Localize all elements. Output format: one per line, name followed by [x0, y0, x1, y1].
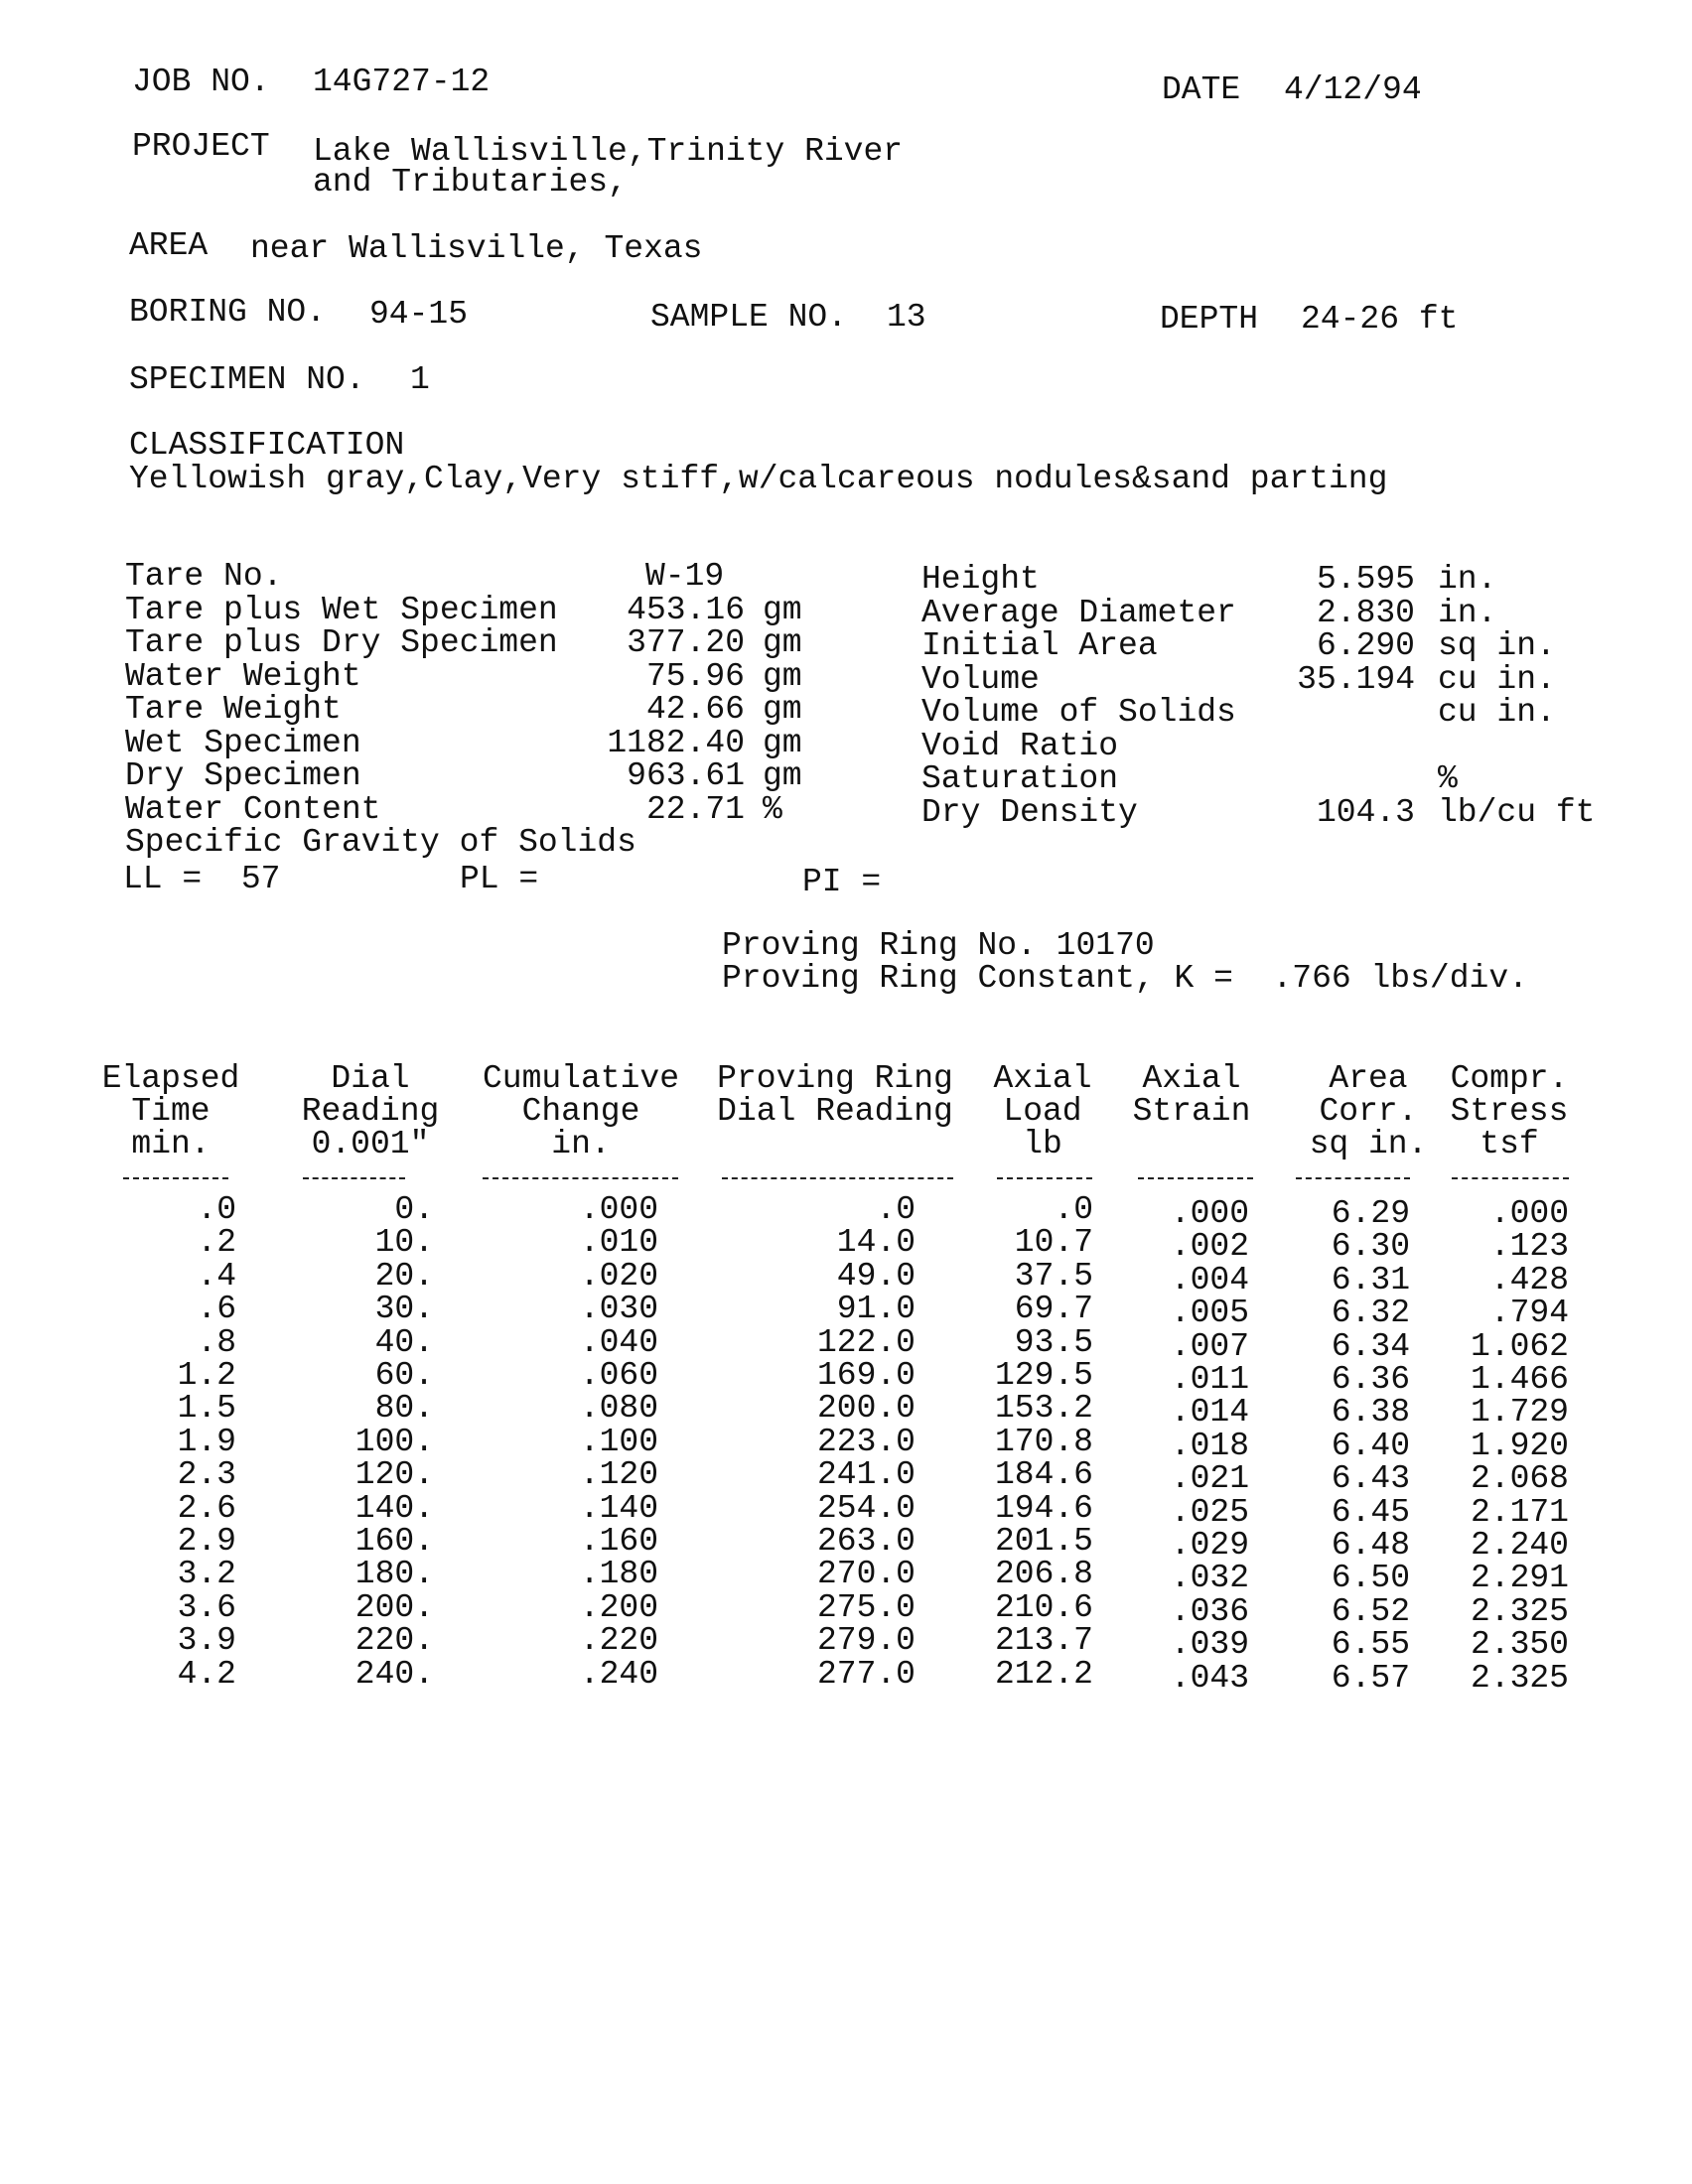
weight-value: 42.66: [645, 691, 745, 728]
project-label: PROJECT: [132, 128, 270, 165]
table-cell: .005: [1170, 1295, 1249, 1331]
table-cell: 140.: [354, 1490, 434, 1527]
column-header: Axial: [993, 1060, 1092, 1097]
table-cell: .0: [1054, 1191, 1093, 1228]
table-cell: 1.9: [177, 1424, 236, 1460]
table-cell: 122.0: [816, 1324, 916, 1361]
table-cell: .4: [197, 1258, 236, 1295]
liquid-limit: LL = 57: [123, 861, 281, 897]
header-underline: [1138, 1177, 1253, 1179]
table-cell: 2.325: [1470, 1593, 1569, 1630]
header-underline: [1452, 1177, 1569, 1179]
job-no-label: JOB NO.: [132, 64, 270, 100]
table-cell: 6.52: [1331, 1593, 1410, 1630]
dimension-value: 5.595: [1316, 561, 1415, 598]
weight-label: Water Content: [125, 791, 381, 828]
column-header: Proving Ring: [717, 1060, 953, 1097]
weight-label: Tare plus Wet Specimen: [125, 592, 558, 628]
specimen-no-value: 1: [410, 361, 430, 398]
table-cell: 49.0: [836, 1258, 916, 1295]
table-cell: 6.34: [1331, 1328, 1410, 1365]
table-cell: .020: [579, 1258, 658, 1295]
plastic-limit: PL =: [460, 861, 539, 897]
table-cell: 210.6: [994, 1589, 1093, 1626]
weight-value: 453.16: [627, 592, 745, 628]
table-cell: 0.: [394, 1191, 434, 1228]
weight-label: Specific Gravity of Solids: [125, 824, 636, 861]
table-cell: 170.8: [994, 1424, 1093, 1460]
table-cell: 129.5: [994, 1357, 1093, 1394]
table-cell: 184.6: [994, 1456, 1093, 1493]
table-cell: 6.57: [1331, 1660, 1410, 1697]
sample-no-value: 13: [887, 299, 926, 336]
table-cell: .000: [579, 1191, 658, 1228]
depth-value: 24-26 ft: [1301, 301, 1459, 338]
dimension-label: Saturation: [921, 760, 1119, 797]
table-cell: .036: [1170, 1593, 1249, 1630]
weight-unit: gm: [763, 592, 802, 628]
dimension-label: Average Diameter: [921, 595, 1236, 631]
table-cell: 275.0: [816, 1589, 916, 1626]
dimension-unit: cu in.: [1438, 694, 1556, 731]
project-line-1: Lake Wallisville,Trinity River: [313, 133, 904, 170]
table-cell: 2.9: [177, 1523, 236, 1560]
table-cell: .220: [579, 1622, 658, 1659]
table-cell: 6.29: [1331, 1195, 1410, 1232]
table-cell: 279.0: [816, 1622, 916, 1659]
table-cell: 93.5: [1014, 1324, 1093, 1361]
table-cell: 30.: [374, 1291, 434, 1327]
column-header: min.: [131, 1126, 211, 1162]
table-cell: 200.: [354, 1589, 434, 1626]
column-header: Load: [1003, 1093, 1082, 1130]
weight-label: Tare plus Dry Specimen: [125, 624, 558, 661]
table-cell: 6.38: [1331, 1394, 1410, 1431]
table-cell: .018: [1170, 1428, 1249, 1464]
boring-no-value: 94-15: [369, 296, 469, 333]
table-cell: 194.6: [994, 1490, 1093, 1527]
classification-value: Yellowish gray,Clay,Very stiff,w/calcareous nodules&sand parting: [129, 461, 1388, 497]
table-cell: 1.2: [177, 1357, 236, 1394]
table-cell: 223.0: [816, 1424, 916, 1460]
table-cell: 212.2: [994, 1656, 1093, 1693]
weight-unit: gm: [763, 725, 802, 761]
weight-label: Water Weight: [125, 658, 361, 695]
table-cell: 1.920: [1470, 1428, 1569, 1464]
table-cell: 240.: [354, 1656, 434, 1693]
table-cell: 10.7: [1014, 1224, 1093, 1261]
table-cell: 277.0: [816, 1656, 916, 1693]
table-cell: 3.6: [177, 1589, 236, 1626]
project-line-2: and Tributaries,: [313, 164, 628, 201]
table-cell: .160: [579, 1523, 658, 1560]
proving-ring-number: Proving Ring No. 10170: [722, 927, 1155, 964]
weight-unit: %: [763, 791, 782, 828]
column-header: Reading: [301, 1093, 440, 1130]
table-cell: 169.0: [816, 1357, 916, 1394]
table-cell: .0: [876, 1191, 916, 1228]
table-cell: .080: [579, 1390, 658, 1427]
weight-unit: gm: [763, 658, 802, 695]
table-cell: 2.240: [1470, 1527, 1569, 1564]
table-cell: .007: [1170, 1328, 1249, 1365]
boring-no-label: BORING NO.: [129, 294, 327, 331]
table-cell: .123: [1489, 1228, 1569, 1265]
table-cell: 60.: [374, 1357, 434, 1394]
table-cell: 263.0: [816, 1523, 916, 1560]
column-header: tsf: [1480, 1126, 1539, 1162]
table-cell: 6.36: [1331, 1361, 1410, 1398]
table-cell: .8: [197, 1324, 236, 1361]
column-header: Dial: [331, 1060, 410, 1097]
dimension-unit: lb/cu ft: [1438, 794, 1596, 831]
classification-label: CLASSIFICATION: [129, 427, 405, 464]
column-header: Area: [1329, 1060, 1408, 1097]
column-header: Strain: [1132, 1093, 1251, 1130]
column-header: lb: [1023, 1126, 1062, 1162]
weight-unit: gm: [763, 691, 802, 728]
header-underline: [483, 1177, 678, 1179]
area-value: near Wallisville, Texas: [250, 230, 703, 267]
table-cell: .6: [197, 1291, 236, 1327]
table-cell: .021: [1170, 1460, 1249, 1497]
weight-value: 377.20: [627, 624, 745, 661]
table-cell: 2.6: [177, 1490, 236, 1527]
table-cell: 220.: [354, 1622, 434, 1659]
plasticity-index: PI =: [802, 864, 882, 900]
dimension-label: Void Ratio: [921, 728, 1119, 764]
table-cell: 153.2: [994, 1390, 1093, 1427]
header-underline: [997, 1177, 1092, 1179]
table-cell: 40.: [374, 1324, 434, 1361]
table-cell: 2.3: [177, 1456, 236, 1493]
table-cell: 100.: [354, 1424, 434, 1460]
table-cell: .100: [579, 1424, 658, 1460]
column-header: 0.001": [311, 1126, 430, 1162]
column-header: in.: [551, 1126, 611, 1162]
header-underline: [722, 1177, 953, 1179]
weight-value: 22.71: [645, 791, 745, 828]
table-cell: 6.31: [1331, 1262, 1410, 1298]
dimension-label: Volume: [921, 661, 1040, 698]
table-cell: .000: [1170, 1195, 1249, 1232]
dimension-label: Height: [921, 561, 1040, 598]
weight-value: 1182.40: [607, 725, 745, 761]
table-cell: 14.0: [836, 1224, 916, 1261]
dimension-label: Initial Area: [921, 627, 1158, 664]
table-cell: 20.: [374, 1258, 434, 1295]
weight-value: 75.96: [645, 658, 745, 695]
header-underline: [1296, 1177, 1410, 1179]
table-cell: .002: [1170, 1228, 1249, 1265]
table-cell: 160.: [354, 1523, 434, 1560]
dimension-label: Volume of Solids: [921, 694, 1236, 731]
table-cell: 6.40: [1331, 1428, 1410, 1464]
weight-label: Tare No.: [125, 558, 283, 595]
table-cell: .011: [1170, 1361, 1249, 1398]
table-cell: .000: [1489, 1195, 1569, 1232]
table-cell: 2.291: [1470, 1560, 1569, 1596]
table-cell: 1.062: [1470, 1328, 1569, 1365]
table-cell: .120: [579, 1456, 658, 1493]
table-cell: 6.32: [1331, 1295, 1410, 1331]
table-cell: .200: [579, 1589, 658, 1626]
table-cell: 180.: [354, 1556, 434, 1592]
table-cell: .032: [1170, 1560, 1249, 1596]
sample-no-label: SAMPLE NO.: [650, 299, 848, 336]
weight-label: Wet Specimen: [125, 725, 361, 761]
table-cell: 201.5: [994, 1523, 1093, 1560]
table-cell: 2.350: [1470, 1626, 1569, 1663]
depth-label: DEPTH: [1160, 301, 1259, 338]
table-cell: 69.7: [1014, 1291, 1093, 1327]
dimension-unit: cu in.: [1438, 661, 1556, 698]
dimension-value: 2.830: [1316, 595, 1415, 631]
specimen-no-label: SPECIMEN NO.: [129, 361, 365, 398]
table-cell: 2.068: [1470, 1460, 1569, 1497]
weight-label: Tare Weight: [125, 691, 342, 728]
table-cell: .010: [579, 1224, 658, 1261]
table-cell: 254.0: [816, 1490, 916, 1527]
table-cell: .025: [1170, 1494, 1249, 1531]
table-cell: .2: [197, 1224, 236, 1261]
table-cell: .004: [1170, 1262, 1249, 1298]
table-cell: .029: [1170, 1527, 1249, 1564]
table-cell: 37.5: [1014, 1258, 1093, 1295]
dimension-value: 6.290: [1316, 627, 1415, 664]
table-cell: 270.0: [816, 1556, 916, 1592]
table-cell: .794: [1489, 1295, 1569, 1331]
table-cell: 2.171: [1470, 1494, 1569, 1531]
table-cell: .0: [197, 1191, 236, 1228]
table-cell: 6.55: [1331, 1626, 1410, 1663]
table-cell: 6.45: [1331, 1494, 1410, 1531]
dimension-unit: %: [1438, 760, 1458, 797]
column-header: Compr.: [1450, 1060, 1569, 1097]
table-cell: 91.0: [836, 1291, 916, 1327]
column-header: Change: [521, 1093, 640, 1130]
table-cell: 6.30: [1331, 1228, 1410, 1265]
dimension-unit: in.: [1438, 561, 1497, 598]
column-header: Time: [131, 1093, 211, 1130]
dimension-unit: in.: [1438, 595, 1497, 631]
column-header: Elapsed: [101, 1060, 240, 1097]
table-cell: .040: [579, 1324, 658, 1361]
column-header: Dial Reading: [717, 1093, 953, 1130]
table-cell: 6.50: [1331, 1560, 1410, 1596]
table-cell: 10.: [374, 1224, 434, 1261]
date-label: DATE: [1162, 71, 1241, 108]
dimension-label: Dry Density: [921, 794, 1138, 831]
date-value: 4/12/94: [1284, 71, 1422, 108]
table-cell: .039: [1170, 1626, 1249, 1663]
table-cell: .060: [579, 1357, 658, 1394]
column-header: Stress: [1450, 1093, 1569, 1130]
table-cell: .428: [1489, 1262, 1569, 1298]
table-cell: 200.0: [816, 1390, 916, 1427]
table-cell: .180: [579, 1556, 658, 1592]
table-cell: 80.: [374, 1390, 434, 1427]
table-cell: 2.325: [1470, 1660, 1569, 1697]
dimension-value: 35.194: [1297, 661, 1415, 698]
column-header: Cumulative: [482, 1060, 680, 1097]
table-cell: 206.8: [994, 1556, 1093, 1592]
table-cell: 1.466: [1470, 1361, 1569, 1398]
header-underline: [303, 1177, 405, 1179]
table-cell: .030: [579, 1291, 658, 1327]
weight-label: Dry Specimen: [125, 757, 361, 794]
column-header: Corr.: [1319, 1093, 1418, 1130]
table-cell: .014: [1170, 1394, 1249, 1431]
table-cell: 3.2: [177, 1556, 236, 1592]
proving-ring-constant: Proving Ring Constant, K = .766 lbs/div.: [722, 960, 1528, 997]
weight-value: W-19: [645, 558, 725, 595]
table-cell: 241.0: [816, 1456, 916, 1493]
column-header: sq in.: [1309, 1126, 1428, 1162]
column-header: Axial: [1142, 1060, 1241, 1097]
job-no-value: 14G727-12: [313, 64, 491, 100]
header-underline: [123, 1177, 228, 1179]
table-cell: .240: [579, 1656, 658, 1693]
table-cell: 1.5: [177, 1390, 236, 1427]
table-cell: .140: [579, 1490, 658, 1527]
table-cell: 1.729: [1470, 1394, 1569, 1431]
area-label: AREA: [129, 227, 209, 264]
table-cell: 3.9: [177, 1622, 236, 1659]
table-cell: 213.7: [994, 1622, 1093, 1659]
weight-value: 963.61: [627, 757, 745, 794]
weight-unit: gm: [763, 757, 802, 794]
dimension-unit: sq in.: [1438, 627, 1556, 664]
table-cell: 120.: [354, 1456, 434, 1493]
table-cell: 4.2: [177, 1656, 236, 1693]
table-cell: 6.48: [1331, 1527, 1410, 1564]
dimension-value: 104.3: [1316, 794, 1415, 831]
table-cell: 6.43: [1331, 1460, 1410, 1497]
table-cell: .043: [1170, 1660, 1249, 1697]
weight-unit: gm: [763, 624, 802, 661]
